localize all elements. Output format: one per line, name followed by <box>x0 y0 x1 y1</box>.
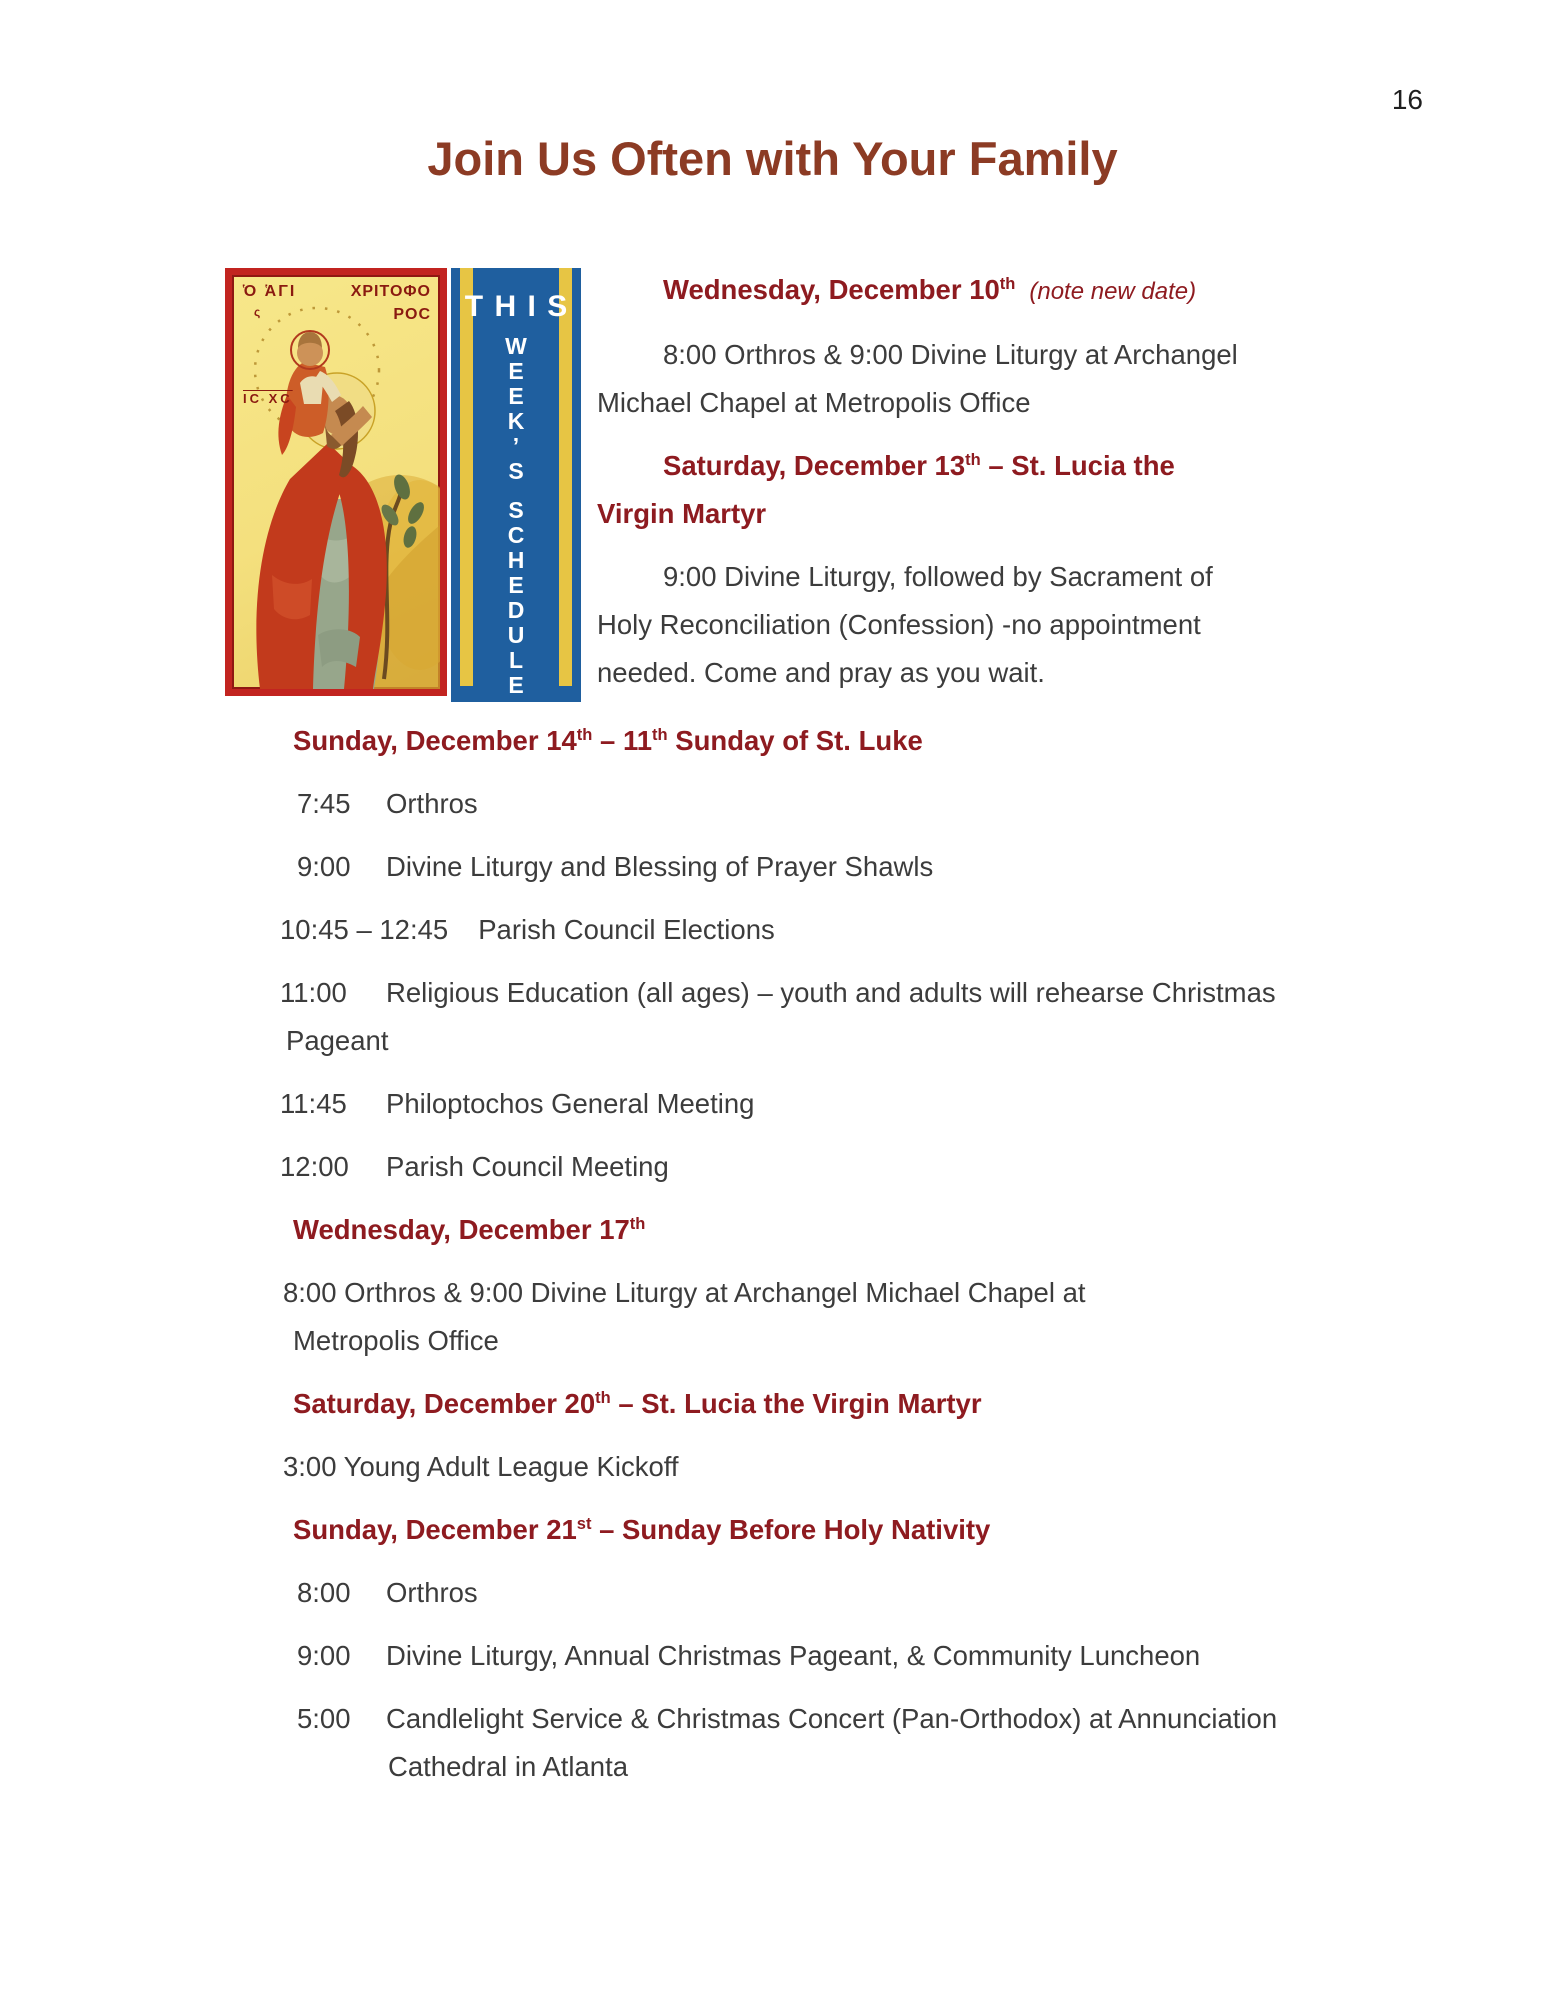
icon-inscription-ic-xc: ΙϹ ΧϹ <box>243 390 293 406</box>
heading-text: – Sunday Before Holy Nativity <box>591 1513 991 1545</box>
schedule-item <box>280 1695 1460 1791</box>
item-text: Divine Liturgy, Annual Christmas Pageant, & Community Luncheon <box>386 1639 1201 1671</box>
item-time: 12:00 <box>280 1150 349 1182</box>
note-new-date: (note new date) <box>1029 277 1197 305</box>
ordinal-suffix: th <box>652 725 668 744</box>
schedule-item <box>280 969 1460 1065</box>
banner-word-schedule: S C H E D U L E <box>507 496 525 698</box>
icon-inscription-top-right-2: ΡΟϹ <box>393 305 431 323</box>
ordinal-suffix: th <box>595 1388 611 1407</box>
schedule-item <box>280 780 1460 828</box>
heading-text: Sunday, December 21 <box>293 1513 577 1545</box>
heading-dec-14 <box>293 717 1460 765</box>
item-time: 8:00 <box>297 1576 351 1608</box>
item-text-line2: Cathedral in Atlanta <box>388 1750 629 1782</box>
heading-text: Saturday, December 20 <box>293 1387 596 1419</box>
item-time: 11:00 <box>280 976 347 1008</box>
ordinal-suffix: th <box>965 450 981 469</box>
ordinal-suffix: th <box>999 274 1016 293</box>
schedule-item <box>280 843 1460 891</box>
entry-dec-20: 3:00 Young Adult League Kickoff <box>283 1450 679 1482</box>
icon-inscription-top-left: Ὁ ἉΓΙ <box>243 282 297 300</box>
schedule-item <box>280 906 1460 954</box>
entry-dec-17: 8:00 Orthros & 9:00 Divine Liturgy at Archangel Michael Chapel at Metropolis Office <box>283 1276 1086 1356</box>
heading-dec-17 <box>293 1206 1460 1254</box>
heading-text: – 11 <box>592 724 653 756</box>
item-time: 9:00 <box>297 850 351 882</box>
item-text: Divine Liturgy and Blessing of Prayer Shawls <box>386 850 934 882</box>
heading-text: Virgin Martyr <box>597 497 767 529</box>
saint-christopher-icon-art <box>232 275 440 689</box>
item-text: Orthros <box>386 787 478 819</box>
icon-inscription-top-left-2: ς <box>254 304 261 319</box>
item-time: 10:45 – 12:45 <box>280 913 449 945</box>
item-text: Philoptochos General Meeting <box>386 1087 755 1119</box>
item-text: Religious Education (all ages) – youth and adults will rehearse Christmas <box>386 976 1276 1008</box>
heading-dec-20 <box>293 1380 1460 1428</box>
schedule-item <box>280 1080 1460 1128</box>
item-text: Orthros <box>386 1576 478 1608</box>
this-weeks-schedule-image <box>225 268 581 702</box>
page-number: 16 <box>1391 84 1423 115</box>
schedule-item <box>280 1569 1460 1617</box>
schedule-item <box>280 1632 1460 1680</box>
heading-text: Wednesday, December 10 <box>663 273 1000 305</box>
ordinal-suffix: st <box>576 1514 592 1533</box>
saint-christopher-icon <box>225 268 447 696</box>
item-time: 9:00 <box>297 1639 351 1671</box>
page-content <box>225 266 1460 1791</box>
entry-dec-13: 9:00 Divine Liturgy, followed by Sacrament of Holy Reconciliation (Confession) -no appointment needed. Come and pray as you wait. <box>597 560 1213 688</box>
this-weeks-schedule-banner <box>451 268 581 702</box>
heading-text: Saturday, December 13 <box>663 449 966 481</box>
banner-word-this: THIS <box>464 289 579 323</box>
icon-inscription-top-right: ΧΡΙΤΟΦΟ <box>350 282 431 300</box>
item-text-line2: Pageant <box>286 1024 389 1056</box>
item-time: 7:45 <box>297 787 351 819</box>
schedule-item <box>280 1143 1460 1191</box>
entry-dec-10: 8:00 Orthros & 9:00 Divine Liturgy at Archangel Michael Chapel at Metropolis Office <box>597 338 1238 418</box>
item-text: Parish Council Elections <box>478 913 775 945</box>
item-time: 5:00 <box>297 1702 351 1734</box>
schedule-list <box>280 717 1460 1791</box>
ordinal-suffix: th <box>629 1214 646 1233</box>
page-title: Join Us Often with Your Family <box>427 132 1118 185</box>
item-text: Candlelight Service & Christmas Concert (Pan-Orthodox) at Annunciation <box>386 1702 1278 1734</box>
item-text: Parish Council Meeting <box>386 1150 669 1182</box>
heading-text: Sunday, December 14 <box>293 724 577 756</box>
heading-text: Wednesday, December 17 <box>293 1213 630 1245</box>
ordinal-suffix: th <box>576 725 593 744</box>
heading-dec-21 <box>293 1506 1460 1554</box>
heading-text: Sunday of St. Luke <box>667 724 923 756</box>
banner-word-weeks: W E E K ’ S <box>505 332 527 484</box>
heading-text: – St. Lucia the Virgin Martyr <box>610 1387 982 1419</box>
heading-text: – St. Lucia the <box>980 449 1175 481</box>
item-time: 11:45 <box>280 1087 347 1119</box>
